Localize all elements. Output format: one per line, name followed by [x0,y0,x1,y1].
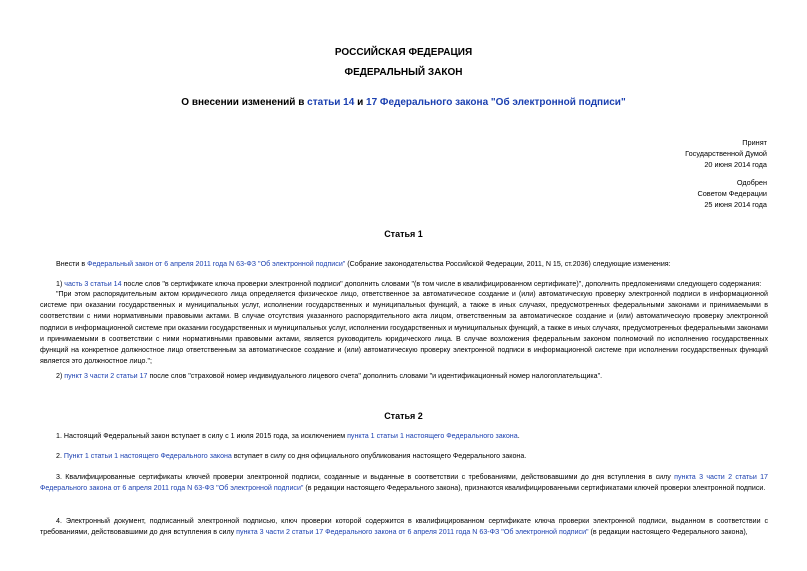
intro-pre: Внести в [56,260,88,268]
clause-1-article-1-link-2[interactable]: Пункт 1 статьи 1 настоящего Федерального закона [63,452,232,460]
adopted-line2: Государственной Думой [685,149,767,159]
p4-post: (в редакции настоящего Федерального закона), [588,528,748,537]
p3-post: (в редакции настоящего Федерального закона), признаются квалифицированными сертификатами ключей проверки электронной подписи. [303,484,766,493]
clause-3-part-2-article-17-link[interactable]: пункт 3 части 2 статьи 17 [64,372,148,380]
p3-pre: 3. Квалифицированные сертификаты ключей проверки электронной подписи, созданные и выданные в соответствии с требованиями, действовавшими до дня вступления в силу [56,473,675,481]
article-2-para-1 [40,431,768,442]
item2-pre: 2) [56,372,65,380]
adopted-block [685,137,767,171]
intro-post: (Собрание законодательства Российской Федерации, 2011, N 15, ст.2036) следующие изменения: [345,260,671,268]
article-1-intro [40,259,768,270]
clause-1-article-1-link[interactable]: пункта 1 статьи 1 настоящего Федерального закона [347,432,518,440]
law-title-and: и [354,97,367,108]
clause-3-part-2-article-17-law-link-2[interactable]: пункта 3 части 2 статьи 17 Федерального закона от 6 апреля 2011 года N 63-ФЗ "Об электронной подписи" [236,528,589,537]
approved-line3: 25 июня 2014 года [704,200,767,210]
p2-pre: 2. [56,452,64,460]
approved-line2: Советом Федерации [697,189,767,199]
article-1-item-1-quote: "При этом распорядительным актом юридического лица определяется физическое лицо, ответственное за автоматическое создание и (или) автоматическую проверку электронной подписи в информационной системе при оказании государственных и муниципальных услуг, исполнении государственных и муниципальных функций, а также в иных случаях, предусмотренных федеральными законами и принимаемыми в соответствии с ними нормативными правовыми актами. В случае отсутствия указанного распорядительного акта лицом, ответственным за автоматическое создание и (или) автоматическую проверку электронной подписи в информационной системе при оказании государственных и муниципальных услуг, исполнении государственных и муниципальных функций, а также в иных случаях, предусмотренных федеральными законами и принимаемыми в соответствии с ними нормативными правовыми актами, является руководитель юридического лица. В случае возложения федеральным законом полномочий по исполнению государственных функций на конкретное должностное лицо ответственным за автоматическое создание и (или) автоматическую проверку электронной подписи в информационной системе при исполнении государственных функций является это должностное лицо."; [40,290,768,366]
article-2-para-2 [40,451,768,462]
item1-post: после слов "в сертификате ключа проверки электронной подписи" дополнить словами "(в том числе в квалифицированном сертификате)", дополнить предложениями следующего содержания: [121,280,762,288]
adopted-line3: 20 июня 2014 года [704,160,767,170]
federal-law-63-link[interactable]: Федеральный закон от 6 апреля 2011 года N 63-ФЗ "Об электронной подписи" [87,260,346,268]
item1-pre: 1) [56,280,65,288]
approved-block [697,177,767,211]
clause-3-part-2-article-17-law-link[interactable]: пункта 3 части 2 статьи 17 Федерального закона от 6 апреля 2011 года N 63-ФЗ "Об электронной подписи" [40,473,769,493]
federation-heading: РОССИЙСКАЯ ФЕДЕРАЦИЯ [334,47,473,58]
law-title-prefix: О внесении изменений в [181,97,308,108]
article-14-link[interactable]: статьи 14 [307,97,355,108]
article-17-link[interactable]: 17 Федерального закона "Об электронной подписи" [366,97,626,108]
p2-post: вступает в силу со дня официального опубликования настоящего Федерального закона. [231,452,527,460]
part-3-article-14-link[interactable]: часть 3 статьи 14 [64,280,122,288]
p4-pre: 4. Электронный документ, подписанный электронной подписью, ключ проверки которой содержится в квалифицированном сертификате ключа проверки электронной подписи, выданном в соответствии с требованиями, действовавшими до дня вступления в силу [40,517,768,537]
p1-pre: 1. Настоящий Федеральный закон вступает в силу с 1 июля 2015 года, за исключением [56,432,348,440]
approved-line1: Одобрен [736,178,767,187]
law-type-heading: ФЕДЕРАЛЬНЫЙ ЗАКОН [344,67,463,78]
article-2-para-4 [40,516,768,538]
p1-post: . [517,432,520,440]
law-title [0,97,807,108]
article-2-para-3 [40,472,768,494]
adopted-line1: Принят [742,138,767,147]
item2-post: после слов "страховой номер индивидуального лицевого счета" дополнить словами "и идентификационный номер налогоплательщика". [147,372,603,380]
article-2-heading: Статья 2 [384,411,423,421]
article-1-heading: Статья 1 [384,229,423,239]
article-1-item-2 [40,371,768,382]
